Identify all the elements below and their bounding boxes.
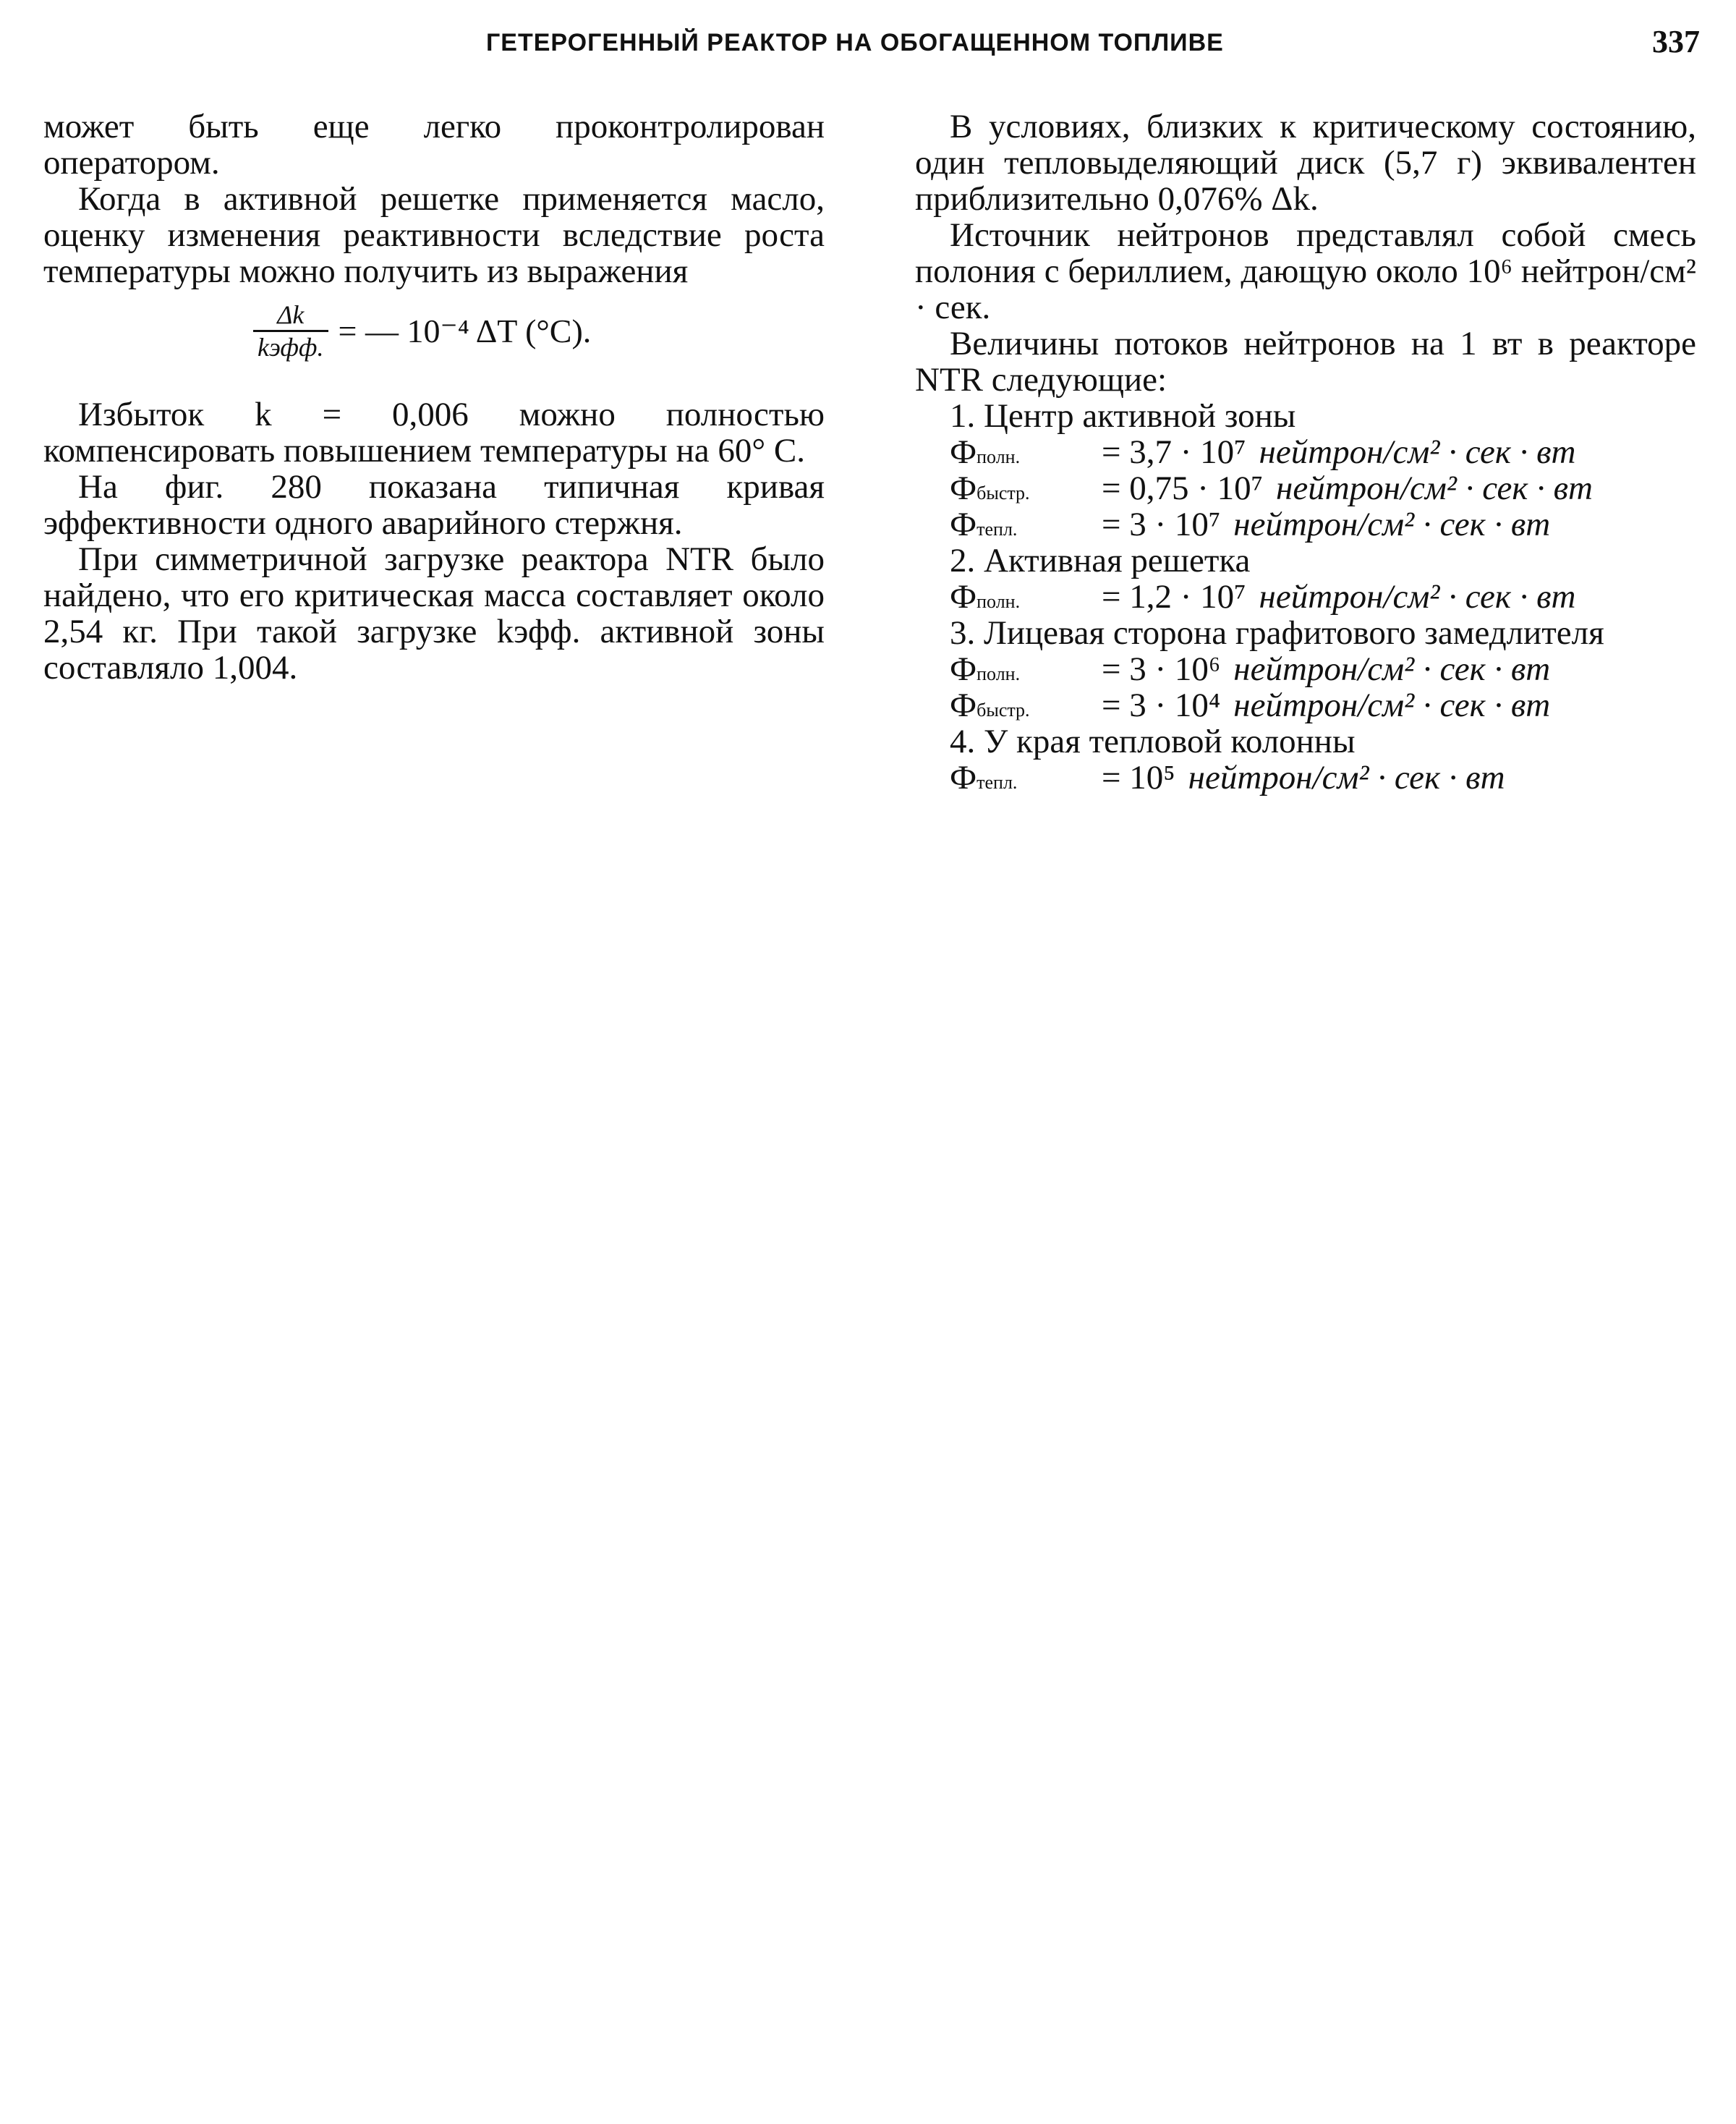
formula-fraction — [253, 300, 328, 362]
flux-symbol-subscript: полн. — [977, 446, 1021, 467]
flux-value: = 1,2 · 10⁷ — [1102, 578, 1246, 616]
flux-row — [915, 434, 1696, 470]
flux-unit: нейтрон/см² · сек · вт — [1233, 650, 1551, 688]
flux-symbol-subscript: тепл. — [977, 519, 1018, 540]
flux-value: = 3 · 10⁷ — [1102, 506, 1221, 543]
flux-symbol-subscript: полн. — [977, 591, 1021, 612]
flux-section-title: 1. Центр активной зоны — [950, 397, 1296, 435]
flux-row — [915, 579, 1696, 615]
paragraph-flux-intro: Величины потоков нейтронов на 1 вт в реакторе NTR следующие: — [915, 325, 1696, 399]
flux-symbol-subscript: быстр. — [977, 483, 1030, 504]
flux-unit: нейтрон/см² · сек · вт — [1233, 506, 1551, 543]
formula-numerator: Δk — [277, 300, 305, 329]
flux-symbol-subscript: полн. — [977, 663, 1021, 684]
flux-section-title: 2. Активная решетка — [950, 542, 1251, 579]
flux-value: = 3,7 · 10⁷ — [1102, 433, 1246, 471]
flux-value: = 3 · 10⁴ — [1102, 687, 1221, 724]
formula-block — [43, 289, 825, 396]
formula-rhs: = — 10⁻⁴ ΔT (°C). — [338, 312, 592, 349]
flux-symbol-letter: Ф — [950, 433, 977, 471]
reactivity-formula — [253, 300, 591, 362]
flux-symbol-letter: Ф — [950, 506, 977, 543]
flux-unit: нейтрон/см² · сек · вт — [1233, 687, 1551, 724]
flux-row — [915, 687, 1696, 723]
paragraph-oil-reactivity: Когда в активной решетке применяется масло, оценку изменения реактивности вследствие роста температуры можно получить из выражения — [43, 180, 825, 290]
paragraph-fig-280: На фиг. 280 показана типичная кривая эффективности одного аварийного стержня. — [43, 468, 825, 542]
right-column — [915, 109, 1696, 796]
flux-section-title: 4. У края тепловой колонны — [950, 723, 1356, 760]
flux-value: = 3 · 10⁶ — [1102, 650, 1221, 688]
paragraph-fuel-disk: В условиях, близких к критическому состоянию, один тепловыделяющий диск (5,7 г) эквивалентен приблизительно 0,076% Δk. — [915, 108, 1696, 218]
flux-symbol-letter: Ф — [950, 470, 977, 507]
flux-symbol-letter: Ф — [950, 650, 977, 688]
flux-symbol-subscript: тепл. — [977, 772, 1018, 793]
paragraph-critical-mass: При симметричной загрузке реактора NTR было найдено, что его критическая масса составляет около 2,54 кг. При такой загрузке kэфф. активной зоны составляло 1,004. — [43, 540, 825, 687]
flux-value: = 10⁵ — [1102, 759, 1175, 796]
flux-unit: нейтрон/см² · сек · вт — [1188, 759, 1505, 796]
flux-symbol — [950, 760, 1102, 801]
flux-row — [915, 470, 1696, 506]
flux-unit: нейтрон/см² · сек · вт — [1276, 470, 1593, 507]
paragraph-excess-k: Избыток k = 0,006 можно полностью компенсировать повышением температуры на 60° С. — [43, 396, 825, 470]
left-column — [43, 109, 825, 686]
paragraph-neutron-source: Источник нейтронов представлял собой смесь полония с бериллием, дающую около 10⁶ нейтрон/см² · сек. — [915, 216, 1696, 326]
flux-row — [915, 651, 1696, 687]
running-title: ГЕТЕРОГЕННЫЙ РЕАКТОР НА ОБОГАЩЕННОМ ТОПЛИВЕ — [486, 29, 1224, 56]
flux-list — [915, 398, 1696, 796]
flux-symbol-letter: Ф — [950, 759, 977, 796]
flux-value: = 0,75 · 10⁷ — [1102, 470, 1264, 507]
flux-row — [915, 506, 1696, 543]
flux-symbol-letter: Ф — [950, 687, 977, 724]
flux-unit: нейтрон/см² · сек · вт — [1259, 578, 1576, 616]
flux-row — [915, 760, 1696, 796]
paragraph-continuation: может быть еще легко проконтролирован оператором. — [43, 108, 825, 182]
page-number: 337 — [1652, 24, 1700, 59]
flux-section-title: 3. Лицевая сторона графитового замедлителя — [950, 614, 1604, 652]
formula-denominator: kэфф. — [253, 330, 328, 362]
page-header — [0, 26, 1736, 62]
flux-unit: нейтрон/см² · сек · вт — [1259, 433, 1576, 471]
flux-symbol-subscript: быстр. — [977, 700, 1030, 721]
flux-symbol-letter: Ф — [950, 578, 977, 616]
